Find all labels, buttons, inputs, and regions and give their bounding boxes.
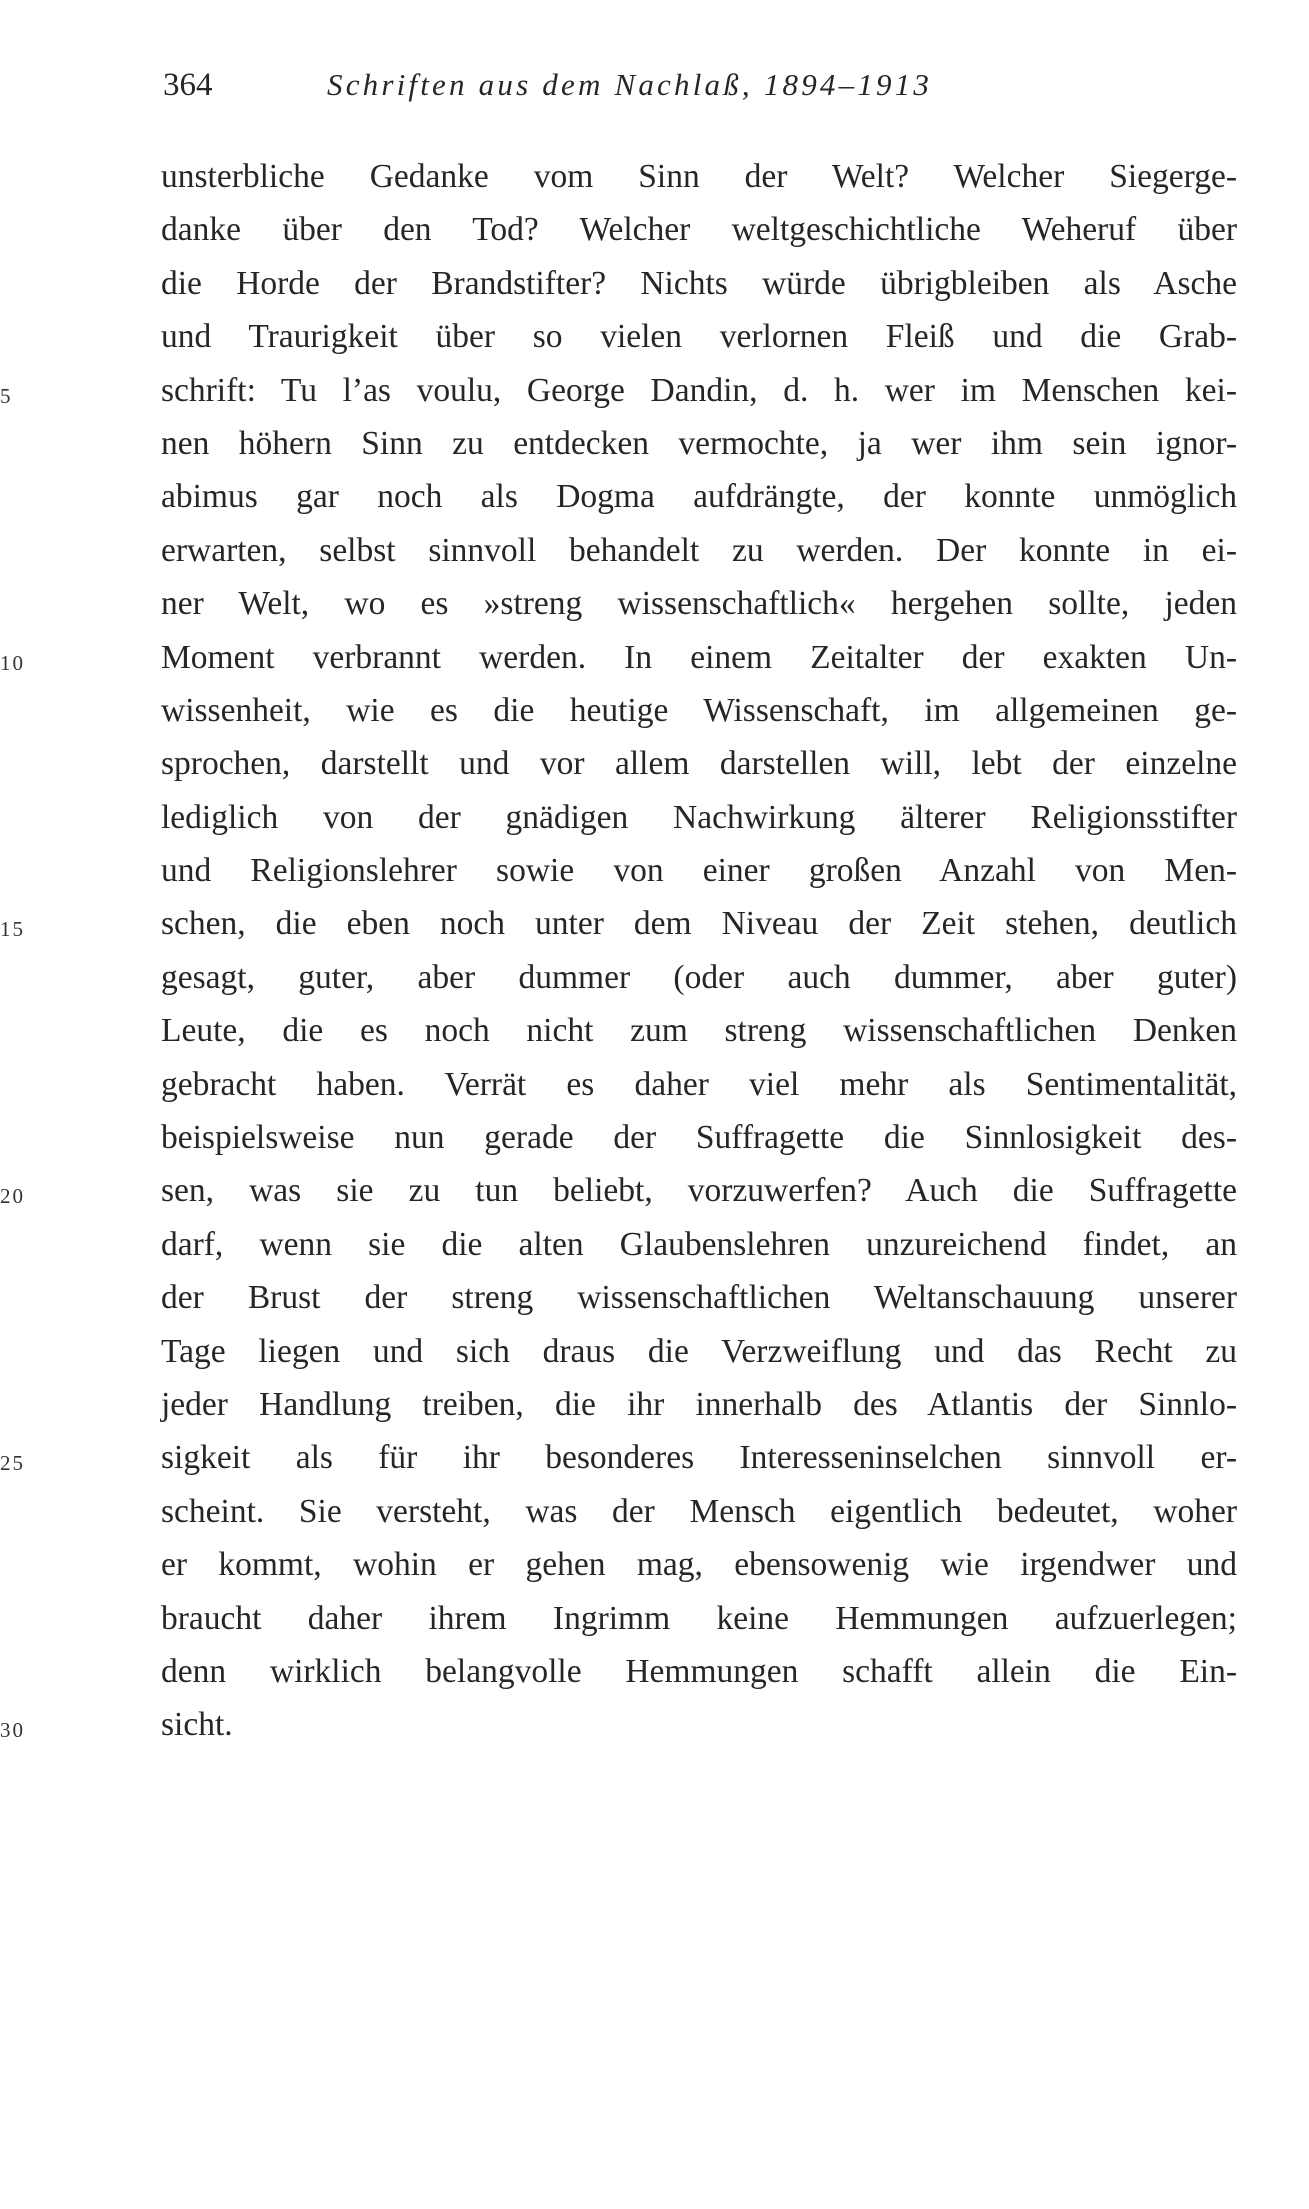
text-line [161, 844, 1237, 897]
line-text: denn wirklich belangvolle Hemmungen schafft allein die Ein- [161, 1652, 1237, 1690]
line-text: lediglich von der gnädigen Nachwirkung älterer Religionsstifter [161, 798, 1237, 836]
text-line [0, 631, 1237, 684]
running-head-title: Schriften aus dem Nachlaß, 1894–1913 [327, 67, 933, 102]
text-line [161, 1111, 1237, 1164]
line-text: und Traurigkeit über so vielen verlornen Fleiß und die Grab- [161, 318, 1237, 356]
text-line [0, 364, 1237, 417]
line-text: unsterbliche Gedanke vom Sinn der Welt? Welcher Siegerge- [161, 158, 1237, 195]
line-text: darf, wenn sie die alten Glaubenslehren unzureichend findet, an [161, 1225, 1237, 1263]
line-text: beispielsweise nun gerade der Suffragette die Sinnlosigkeit des- [161, 1119, 1237, 1157]
text-line [161, 150, 1237, 203]
text-line [161, 577, 1237, 630]
text-line [161, 737, 1237, 790]
line-text: Leute, die es noch nicht zum streng wissenschaftlichen Denken [161, 1012, 1237, 1050]
page-number: 364 [163, 67, 213, 103]
text-line [161, 257, 1237, 310]
line-text: wissenheit, wie es die heutige Wissenschaft, im allgemeinen ge- [161, 691, 1237, 729]
text-line [161, 524, 1237, 577]
line-text: sicht. [161, 1706, 233, 1744]
text-line [161, 951, 1237, 1004]
line-text: sigkeit als für ihr besonderes Interesseninselchen sinnvoll er- [161, 1439, 1237, 1477]
line-text: braucht daher ihrem Ingrimm keine Hemmungen aufzuerlegen; [161, 1599, 1237, 1637]
text-line [161, 684, 1237, 737]
text-line [161, 791, 1237, 844]
line-text: sen, was sie zu tun beliebt, vorzuwerfen? Auch die Suffragette [161, 1172, 1237, 1210]
text-line [161, 1271, 1237, 1324]
text-line [161, 1004, 1237, 1057]
line-number: 15 [0, 917, 25, 942]
text-line [0, 897, 1237, 950]
text-line [161, 1325, 1237, 1378]
line-number: 25 [0, 1451, 25, 1476]
line-text: danke über den Tod? Welcher weltgeschichtliche Weheruf über [161, 211, 1237, 249]
text-line [161, 1645, 1237, 1698]
line-text: abimus gar noch als Dogma aufdrängte, der konnte unmöglich [161, 478, 1237, 516]
text-line [0, 1431, 1237, 1484]
line-number: 30 [0, 1718, 25, 1743]
text-line [161, 1378, 1237, 1431]
text-line [161, 203, 1237, 256]
text-line [161, 1592, 1237, 1645]
line-text: jeder Handlung treiben, die ihr innerhalb des Atlantis der Sinnlo- [161, 1385, 1237, 1423]
line-text: ner Welt, wo es »streng wissenschaftlich« hergehen sollte, jeden [161, 585, 1237, 623]
line-text: erwarten, selbst sinnvoll behandelt zu werden. Der konnte in ei- [161, 531, 1237, 569]
line-text: gebracht haben. Verrät es daher viel mehr als Sentimentalität, [161, 1065, 1237, 1103]
text-line [161, 470, 1237, 523]
line-text: scheint. Sie versteht, was der Mensch eigentlich bedeutet, woher [161, 1492, 1237, 1530]
line-text: Moment verbrannt werden. In einem Zeitalter der exakten Un- [161, 638, 1237, 676]
line-number: 20 [0, 1184, 25, 1209]
line-text: und Religionslehrer sowie von einer großen Anzahl von Men- [161, 852, 1237, 890]
line-text: schen, die eben noch unter dem Niveau der Zeit stehen, deutlich [161, 905, 1237, 943]
line-text: die Horde der Brandstifter? Nichts würde übrigbleiben als Asche [161, 264, 1237, 302]
body-text [0, 150, 1237, 1752]
line-text: schrift: Tu l’as voulu, George Dandin, d. h. wer im Menschen kei- [161, 371, 1237, 409]
text-line [161, 1218, 1237, 1271]
text-line [161, 417, 1237, 470]
text-line [0, 1164, 1237, 1217]
line-number: 5 [0, 383, 13, 408]
text-line [161, 1485, 1237, 1538]
line-text: sprochen, darstellt und vor allem darstellen will, lebt der einzelne [161, 745, 1237, 783]
line-number: 10 [0, 650, 25, 675]
line-text: der Brust der streng wissenschaftlichen Weltanschauung unserer [161, 1279, 1237, 1317]
text-line [0, 1698, 1237, 1751]
text-line [161, 310, 1237, 363]
line-text: Tage liegen und sich draus die Verzweiflung und das Recht zu [161, 1332, 1237, 1370]
text-line [161, 1058, 1237, 1111]
line-text: nen höhern Sinn zu entdecken vermochte, ja wer ihm sein ignor- [161, 424, 1237, 462]
line-text: er kommt, wohin er gehen mag, ebensowenig wie irgendwer und [161, 1546, 1237, 1584]
line-text: gesagt, guter, aber dummer (oder auch dummer, aber guter) [161, 958, 1237, 996]
text-line [161, 1538, 1237, 1591]
